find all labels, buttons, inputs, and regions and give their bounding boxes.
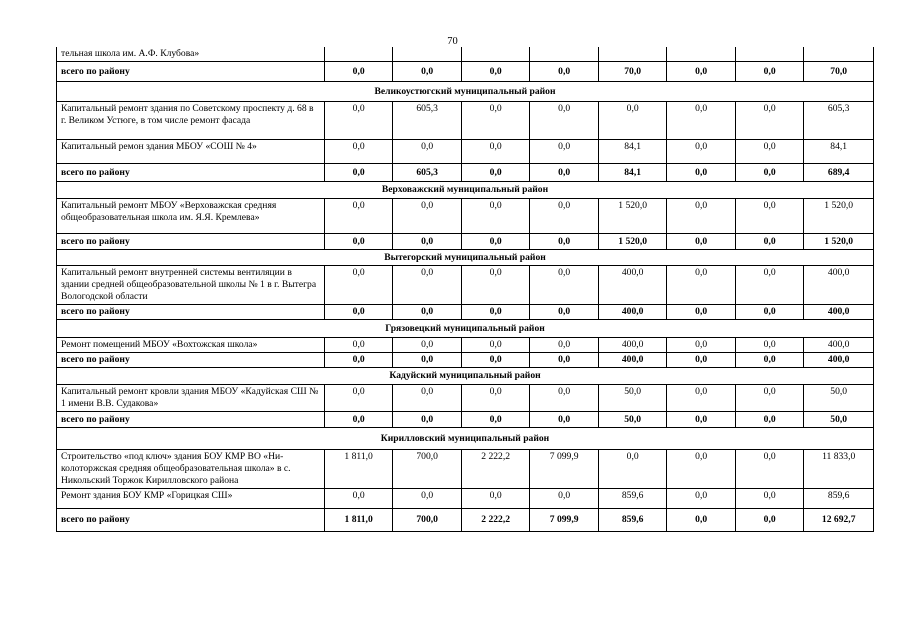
amount-cell-1: 0,0 <box>324 489 393 509</box>
amount-cell-8: 689,4 <box>804 164 874 182</box>
amount-cell-3: 0,0 <box>461 385 530 412</box>
amount-cell-4: 7 099,9 <box>530 450 599 489</box>
amount-cell-1: 0,0 <box>324 234 393 250</box>
amount-cell-6: 0,0 <box>667 102 736 140</box>
district-total-row <box>57 234 874 250</box>
total-label: всего по району <box>57 62 325 82</box>
project-name: тельная школа им. А.Ф. Клубова» <box>57 47 325 62</box>
amount-cell-6: 0,0 <box>667 234 736 250</box>
district-name: Вытегорский муниципальный район <box>57 250 874 266</box>
amount-cell-4: 0,0 <box>530 385 599 412</box>
project-name: Ремонт здания БОУ КМР «Горицкая СШ» <box>57 489 325 509</box>
project-name: Капитальный ремон здания МБОУ «СОШ № 4» <box>57 140 325 164</box>
amount-cell-5: 70,0 <box>598 62 667 82</box>
amount-cell-2: 0,0 <box>393 489 462 509</box>
amount-cell-2: 605,3 <box>393 102 462 140</box>
amount-cell-5: 84,1 <box>598 164 667 182</box>
amount-cell-2: 605,3 <box>393 164 462 182</box>
amount-cell-6: 0,0 <box>667 450 736 489</box>
amount-cell-5: 50,0 <box>598 412 667 428</box>
amount-cell-5: 1 520,0 <box>598 199 667 234</box>
amount-cell-6: 0,0 <box>667 140 736 164</box>
amount-cell-8: 50,0 <box>804 412 874 428</box>
project-name: Ремонт помещений МБОУ «Вохтожская школа» <box>57 338 325 353</box>
amount-cell-8: 605,3 <box>804 102 874 140</box>
amount-cell-4: 0,0 <box>530 234 599 250</box>
amount-cell-1: 1 811,0 <box>324 450 393 489</box>
total-label: всего по району <box>57 305 325 320</box>
amount-cell-3: 2 222,2 <box>461 509 530 532</box>
amount-cell-7: 0,0 <box>735 305 804 320</box>
amount-cell-6: 0,0 <box>667 385 736 412</box>
amount-cell-4: 0,0 <box>530 353 599 368</box>
amount-cell-1: 0,0 <box>324 102 393 140</box>
amount-cell-7: 0,0 <box>735 489 804 509</box>
amount-cell-1: 0,0 <box>324 62 393 82</box>
district-header-row <box>57 320 874 338</box>
amount-cell-7: 0,0 <box>735 412 804 428</box>
amount-cell-1: 0,0 <box>324 199 393 234</box>
total-label: всего по району <box>57 412 325 428</box>
project-row <box>57 489 874 509</box>
amount-cell-6: 0,0 <box>667 353 736 368</box>
amount-cell-4: 0,0 <box>530 199 599 234</box>
amount-cell-4: 0,0 <box>530 266 599 305</box>
project-name: Капитальный ремонт внутренней системы вентиляции в здании средней общеобразовательной школы № 1 в г. Вытегра Вологодской области <box>57 266 325 305</box>
amount-cell-8: 859,6 <box>804 489 874 509</box>
amount-cell-3: 2 222,2 <box>461 450 530 489</box>
amount-cell-8: 84,1 <box>804 140 874 164</box>
amount-cell-5: 1 520,0 <box>598 234 667 250</box>
amount-cell-7: 0,0 <box>735 102 804 140</box>
amount-cell-5 <box>598 47 667 62</box>
amount-cell-7: 0,0 <box>735 199 804 234</box>
amount-cell-6: 0,0 <box>667 489 736 509</box>
amount-cell-5: 50,0 <box>598 385 667 412</box>
project-row <box>57 450 874 489</box>
total-label: всего по району <box>57 353 325 368</box>
amount-cell-3: 0,0 <box>461 489 530 509</box>
amount-cell-1: 0,0 <box>324 385 393 412</box>
amount-cell-7: 0,0 <box>735 62 804 82</box>
amount-cell-6: 0,0 <box>667 266 736 305</box>
district-header-row <box>57 368 874 385</box>
project-name: Капитальный ремонт МБОУ «Верховажская средняя общеобразовательная школа им. Я.Я. Кремлева» <box>57 199 325 234</box>
amount-cell-4: 0,0 <box>530 102 599 140</box>
district-total-row <box>57 164 874 182</box>
amount-cell-1: 0,0 <box>324 164 393 182</box>
amount-cell-4: 0,0 <box>530 412 599 428</box>
project-row <box>57 385 874 412</box>
amount-cell-2: 0,0 <box>393 62 462 82</box>
amount-cell-6: 0,0 <box>667 199 736 234</box>
amount-cell-8: 1 520,0 <box>804 234 874 250</box>
amount-cell-3: 0,0 <box>461 199 530 234</box>
amount-cell-2: 0,0 <box>393 234 462 250</box>
budget-table <box>56 47 874 532</box>
district-header-row <box>57 428 874 450</box>
amount-cell-2 <box>393 47 462 62</box>
amount-cell-5: 84,1 <box>598 140 667 164</box>
district-total-row <box>57 353 874 368</box>
amount-cell-8: 1 520,0 <box>804 199 874 234</box>
amount-cell-2: 700,0 <box>393 450 462 489</box>
amount-cell-5: 859,6 <box>598 489 667 509</box>
district-name: Грязовецкий муниципальный район <box>57 320 874 338</box>
amount-cell-2: 0,0 <box>393 199 462 234</box>
amount-cell-5: 400,0 <box>598 353 667 368</box>
amount-cell-2: 0,0 <box>393 305 462 320</box>
amount-cell-3 <box>461 47 530 62</box>
amount-cell-1 <box>324 47 393 62</box>
page-number: 70 <box>447 36 458 47</box>
amount-cell-5: 0,0 <box>598 450 667 489</box>
amount-cell-4: 0,0 <box>530 164 599 182</box>
amount-cell-3: 0,0 <box>461 234 530 250</box>
amount-cell-3: 0,0 <box>461 164 530 182</box>
district-name: Кирилловский муниципальный район <box>57 428 874 450</box>
amount-cell-5: 400,0 <box>598 305 667 320</box>
amount-cell-4: 0,0 <box>530 62 599 82</box>
project-row <box>57 199 874 234</box>
total-label: всего по району <box>57 509 325 532</box>
amount-cell-1: 0,0 <box>324 305 393 320</box>
project-row <box>57 47 874 62</box>
project-name: Строительство «под ключ» здания БОУ КМР ВО «Ни-колоторжская средняя общеобразовательная школа» в с. Никольский Торжок Кирилловского района <box>57 450 325 489</box>
amount-cell-4: 7 099,9 <box>530 509 599 532</box>
project-row <box>57 266 874 305</box>
amount-cell-1: 0,0 <box>324 266 393 305</box>
amount-cell-3: 0,0 <box>461 62 530 82</box>
amount-cell-4: 0,0 <box>530 489 599 509</box>
amount-cell-3: 0,0 <box>461 102 530 140</box>
amount-cell-7 <box>735 47 804 62</box>
district-header-row <box>57 82 874 102</box>
amount-cell-7: 0,0 <box>735 164 804 182</box>
district-total-row <box>57 305 874 320</box>
amount-cell-1: 0,0 <box>324 412 393 428</box>
amount-cell-8: 70,0 <box>804 62 874 82</box>
project-row <box>57 338 874 353</box>
amount-cell-2: 0,0 <box>393 412 462 428</box>
amount-cell-6: 0,0 <box>667 164 736 182</box>
amount-cell-4 <box>530 47 599 62</box>
amount-cell-7: 0,0 <box>735 266 804 305</box>
district-total-row <box>57 412 874 428</box>
amount-cell-5: 0,0 <box>598 102 667 140</box>
amount-cell-2: 0,0 <box>393 140 462 164</box>
amount-cell-5: 859,6 <box>598 509 667 532</box>
amount-cell-4: 0,0 <box>530 305 599 320</box>
amount-cell-2: 0,0 <box>393 266 462 305</box>
amount-cell-8: 400,0 <box>804 266 874 305</box>
amount-cell-1: 0,0 <box>324 140 393 164</box>
amount-cell-8: 400,0 <box>804 305 874 320</box>
amount-cell-2: 0,0 <box>393 338 462 353</box>
amount-cell-7: 0,0 <box>735 234 804 250</box>
amount-cell-2: 700,0 <box>393 509 462 532</box>
district-name: Кадуйский муниципальный район <box>57 368 874 385</box>
district-total-row <box>57 62 874 82</box>
project-row <box>57 102 874 140</box>
district-name: Великоустюгский муниципальный район <box>57 82 874 102</box>
amount-cell-2: 0,0 <box>393 353 462 368</box>
amount-cell-6 <box>667 47 736 62</box>
total-label: всего по району <box>57 234 325 250</box>
amount-cell-6: 0,0 <box>667 509 736 532</box>
amount-cell-8 <box>804 47 874 62</box>
amount-cell-3: 0,0 <box>461 140 530 164</box>
amount-cell-7: 0,0 <box>735 509 804 532</box>
amount-cell-7: 0,0 <box>735 353 804 368</box>
amount-cell-1: 0,0 <box>324 353 393 368</box>
amount-cell-2: 0,0 <box>393 385 462 412</box>
project-name: Капитальный ремонт здания по Советскому проспекту д. 68 в г. Великом Устюге, в том числе ремонт фасада <box>57 102 325 140</box>
amount-cell-1: 1 811,0 <box>324 509 393 532</box>
amount-cell-8: 11 833,0 <box>804 450 874 489</box>
amount-cell-8: 12 692,7 <box>804 509 874 532</box>
amount-cell-4: 0,0 <box>530 140 599 164</box>
amount-cell-6: 0,0 <box>667 338 736 353</box>
amount-cell-1: 0,0 <box>324 338 393 353</box>
total-label: всего по району <box>57 164 325 182</box>
amount-cell-5: 400,0 <box>598 266 667 305</box>
amount-cell-8: 400,0 <box>804 353 874 368</box>
district-name: Верховажский муниципальный район <box>57 182 874 199</box>
amount-cell-3: 0,0 <box>461 305 530 320</box>
amount-cell-8: 400,0 <box>804 338 874 353</box>
amount-cell-3: 0,0 <box>461 412 530 428</box>
amount-cell-3: 0,0 <box>461 338 530 353</box>
project-row <box>57 140 874 164</box>
amount-cell-7: 0,0 <box>735 338 804 353</box>
project-name: Капитальный ремонт кровли здания МБОУ «Кадуйская СШ № 1 имени В.В. Судакова» <box>57 385 325 412</box>
amount-cell-7: 0,0 <box>735 140 804 164</box>
amount-cell-8: 50,0 <box>804 385 874 412</box>
district-header-row <box>57 250 874 266</box>
district-header-row <box>57 182 874 199</box>
amount-cell-4: 0,0 <box>530 338 599 353</box>
amount-cell-3: 0,0 <box>461 353 530 368</box>
amount-cell-7: 0,0 <box>735 450 804 489</box>
district-total-row <box>57 509 874 532</box>
amount-cell-7: 0,0 <box>735 385 804 412</box>
amount-cell-6: 0,0 <box>667 412 736 428</box>
amount-cell-6: 0,0 <box>667 305 736 320</box>
amount-cell-5: 400,0 <box>598 338 667 353</box>
amount-cell-3: 0,0 <box>461 266 530 305</box>
amount-cell-6: 0,0 <box>667 62 736 82</box>
